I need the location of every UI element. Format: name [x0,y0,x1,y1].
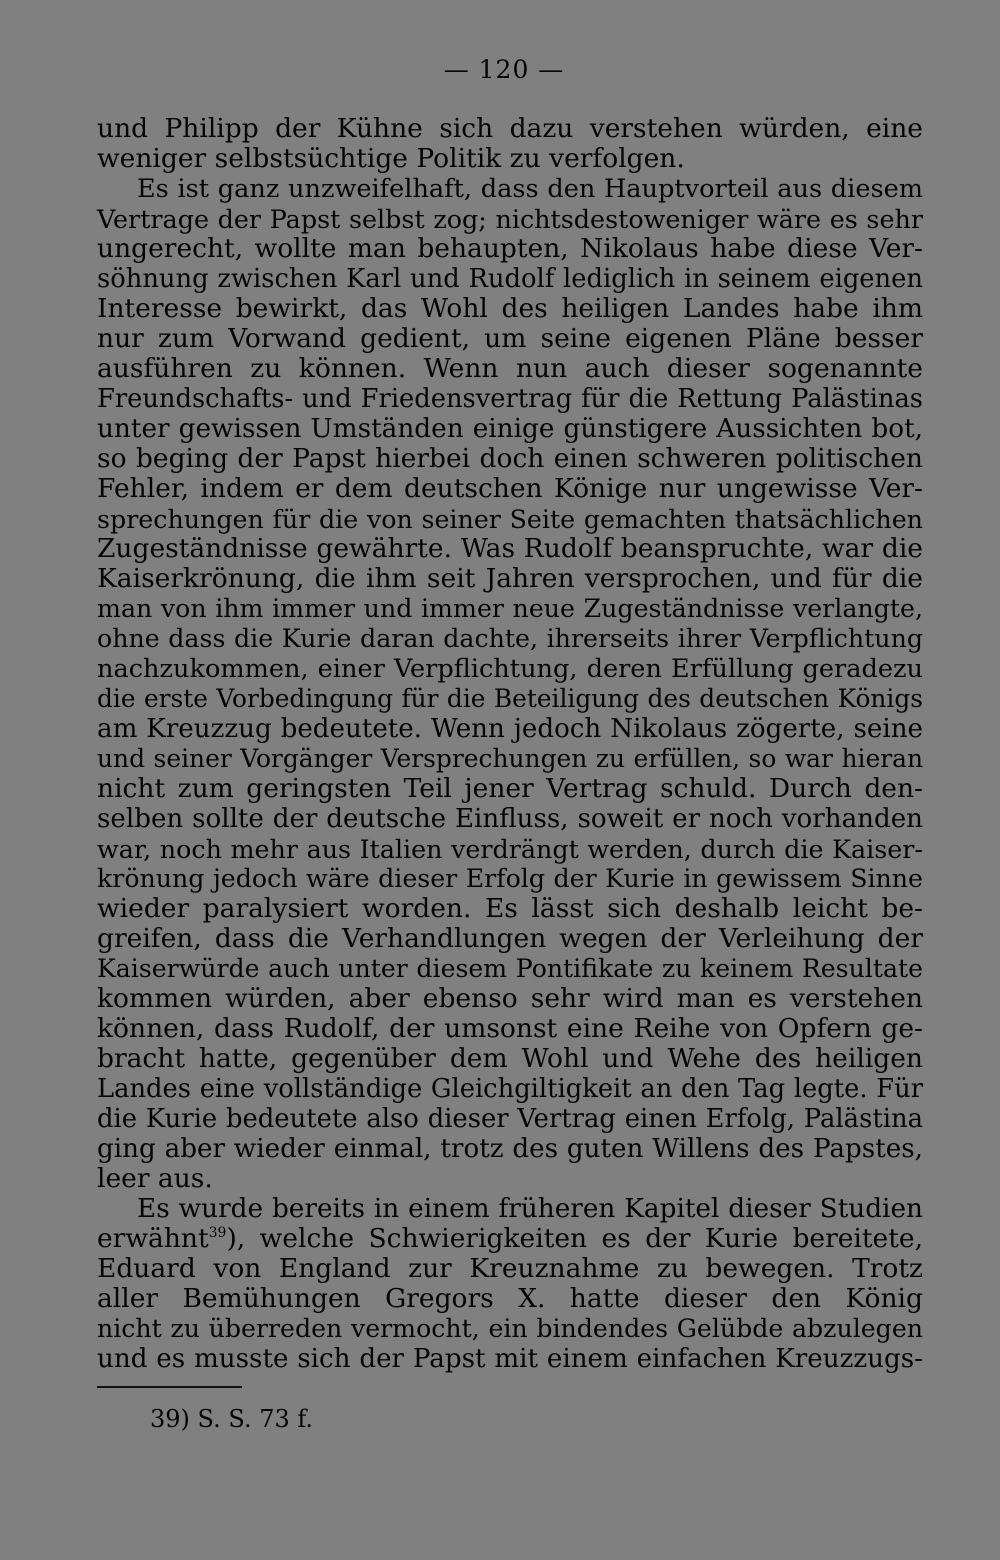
text-line-content: Vertrage der Papst selbst zog; nichtsdestoweniger wäre es sehr [97,204,923,234]
text-line [97,744,923,774]
text-line-content: und seiner Vorgänger Versprechungen zu erfüllen, so war hieran [97,744,923,773]
text-line [97,114,923,144]
text-line [97,624,923,654]
footnote: 39) S. S. 73 f. [150,1405,314,1433]
text-line [97,714,923,744]
text-line-content: Interesse bewirkt, das Wohl des heiligen Landes habe ihm [97,293,923,324]
text-line [97,144,923,174]
text-line [97,354,923,384]
text-line-content: Es ist ganz unzweifelhaft, dass den Hauptvorteil aus diesem [137,174,923,204]
text-line [97,894,923,924]
text-line-content: so beging der Papst hierbei doch einen schweren politischen [97,443,923,474]
text-line-content: Landes eine vollständige Gleichgiltigkeit an den Tag legte. Für [97,1074,923,1104]
text-line [97,924,923,954]
text-line-content: Eduard von England zur Kreuznahme zu bewegen. Trotz [97,1253,923,1284]
text-line [97,174,923,204]
text-line [97,804,923,834]
text-line [97,1194,923,1224]
text-line-content: Kaiserkrönung, die ihm seit Jahren versprochen, und für die [97,563,923,594]
text-line-content: nur zum Vorwand gedient, um seine eigenen Pläne besser [97,323,923,354]
text-line [97,1254,923,1284]
text-line [97,414,923,444]
text-line-content: die erste Vorbedingung für die Beteiligung des deutschen Königs [97,684,923,713]
text-line-content: unter gewissen Umständen einige günstigere Aussichten bot, [97,414,923,444]
text-line-content: leer aus. [97,1163,213,1194]
text-line-content: am Kreuzzug bedeutete. Wenn jedoch Nikolaus zögerte, seine [97,714,923,744]
text-line-content: ohne dass die Kurie daran dachte, ihrerseits ihrer Verpflichtung [97,624,923,653]
text-line [97,1224,923,1254]
page-number: — 120 — [443,55,565,84]
text-line-content: kommen würden, aber ebenso sehr wird man es verstehen [97,983,923,1014]
text-line-content: war, noch mehr aus Italien verdrängt werden, durch die Kaiser- [97,834,923,864]
text-line [97,264,923,294]
text-line [97,234,923,264]
text-line-content: ausführen zu können. Wenn nun auch dieser sogenannte [97,353,923,384]
text-line-continuation: ), welche Schwierigkeiten es der Kurie bereitete, [226,1223,923,1254]
text-line-content: man von ihm immer und immer neue Zugeständnisse verlangte, [97,594,923,623]
text-line-content: weniger selbstsüchtige Politik zu verfolgen. [97,143,685,174]
text-line [97,564,923,594]
text-line-content: können, dass Rudolf, der umsonst eine Reihe von Opfern ge- [97,1013,923,1044]
text-line-content: und es musste sich der Papst mit einem einfachen Kreuzzugs- [97,1344,923,1374]
text-line [97,1284,923,1314]
text-line [97,1074,923,1104]
text-line [97,774,923,804]
text-line-content: söhnung zwischen Karl und Rudolf lediglich in seinem eigenen [97,264,923,294]
text-line-content: Freundschafts- und Friedensvertrag für die Rettung Palästinas [97,384,923,414]
text-line [97,594,923,624]
text-line-content: Kaiserwürde auch unter diesem Pontifikate zu keinem Resultate [97,954,923,983]
text-line [97,1104,923,1134]
text-line [97,654,923,684]
text-line-content: Es wurde bereits in einem früheren Kapitel dieser Studien [137,1194,923,1224]
text-line [97,444,923,474]
text-line [97,474,923,504]
text-line-content: selben sollte der deutsche Einfluss, soweit er noch vorhanden [97,804,923,834]
text-line-content: aller Bemühungen Gregors X. hatte dieser den König [97,1283,923,1314]
text-line [97,1344,923,1374]
text-line-content: erwähnt [97,1223,209,1254]
text-line-content: Zugeständnisse gewährte. Was Rudolf beanspruchte, war die [97,533,923,564]
text-line [97,534,923,564]
text-line-content: nicht zu überreden vermocht, ein bindendes Gelübde abzulegen [97,1314,923,1343]
text-line [97,1164,923,1194]
text-line [97,864,923,894]
footnote-reference: 39 [208,1225,227,1241]
text-line [97,504,923,534]
text-line-content: greifen, dass die Verhandlungen wegen der Verleihung der [97,923,923,954]
text-line-content: und Philipp der Kühne sich dazu verstehen würden, eine [97,113,923,144]
text-line-content: bracht hatte, gegenüber dem Wohl und Wehe des heiligen [97,1043,923,1074]
text-line [97,1044,923,1074]
text-line [97,384,923,414]
text-line-content: nicht zum geringsten Teil jener Vertrag schuld. Durch den- [97,773,923,804]
text-line [97,684,923,714]
text-line-content: die Kurie bedeutete also dieser Vertrag einen Erfolg, Palästina [97,1104,923,1134]
text-line [97,954,923,984]
text-line-content: Fehler, indem er dem deutschen Könige nur ungewisse Ver- [97,473,923,504]
footnote-divider [97,1386,242,1388]
text-line-content: krönung jedoch wäre dieser Erfolg der Kurie in gewissem Sinne [97,864,923,893]
text-line-content: sprechungen für die von seiner Seite gemachten thatsächlichen [97,504,923,534]
text-line-content: nachzukommen, einer Verpflichtung, deren Erfüllung geradezu [97,654,923,684]
text-line [97,294,923,324]
text-line [97,984,923,1014]
text-line [97,204,923,234]
text-line-content: ging aber wieder einmal, trotz des guten Willens des Papstes, [97,1134,923,1164]
text-line-content: ungerecht, wollte man behaupten, Nikolaus habe diese Ver- [97,233,923,264]
text-line [97,834,923,864]
text-line-content: wieder paralysiert worden. Es lässt sich deshalb leicht be- [97,893,923,924]
body-text [97,114,923,1374]
text-line [97,1314,923,1344]
text-line [97,1014,923,1044]
text-line [97,324,923,354]
text-line [97,1134,923,1164]
